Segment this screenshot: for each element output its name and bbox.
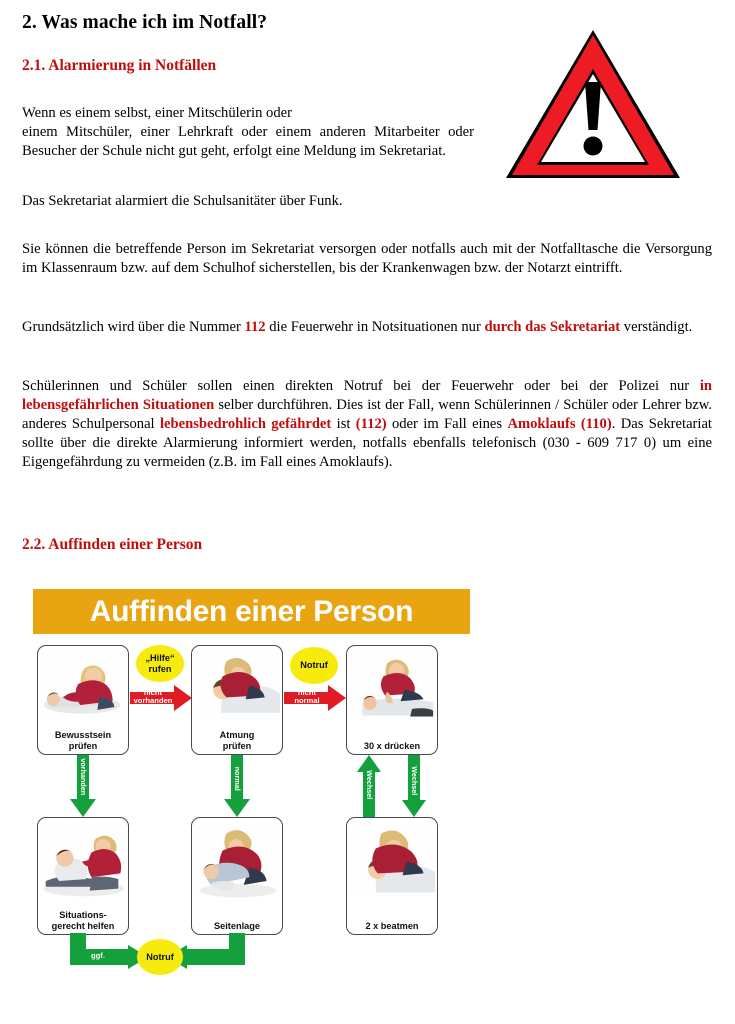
paragraph-2 [22,192,712,211]
photo-check-breathing [194,648,280,721]
panel-situationsgerecht-helfen [37,817,129,935]
emergency-number-112: 112 [244,319,266,335]
arrow-wechsel-down [402,755,426,817]
p5-seg-a: Schülerinnen und Schüler sollen einen direkten Notruf bei der Feuerwehr oder bei der Polizei nur [22,378,700,394]
callout-hilfe-rufen [136,645,184,682]
panel-2x-beatmen [346,817,438,935]
arrow-label: normal [232,766,242,791]
warning-triangle-icon [503,24,683,186]
callout-notruf-top [290,647,338,684]
panel-30x-druecken [346,645,438,755]
arrow-wechsel-up [357,755,381,817]
photo-chest-compressions [349,648,435,721]
photo-situational-help [40,820,126,900]
callout-notruf-bottom [137,939,183,975]
callout-text: Notruf [146,951,174,962]
section-heading-2-1: 2.1. Alarmierung in Notfällen [22,57,217,74]
arrow-label: nicht vorhanden [133,688,173,705]
arrow-vorhanden [70,755,96,817]
arrow-label: vorhanden [78,758,88,796]
emphasis-amoklauf-110: Amoklaufs (110) [507,415,612,432]
paragraph-5 [22,377,712,472]
arrow-label: Wechsel [364,770,374,800]
emphasis-lebensgefaehrlich: in lebensgefährlichen Situationen [22,378,712,413]
callout-text: Notruf [300,660,328,671]
photo-recovery-position [194,820,280,900]
paragraph-1-rest: einem Mitschüler, einer Lehrkraft oder einem anderen Mitarbeiter oder Besucher der Schule nicht gut geht, erfolgt eine Meldung im Sekretariat. [22,123,474,159]
photo-rescue-breaths [349,820,435,900]
arrow-nicht-normal [284,685,346,711]
photo-check-consciousness [40,648,126,721]
paragraph-1 [22,104,474,161]
paragraph-3 [22,240,712,278]
page-title: 2. Was mache ich im Notfall? [22,12,268,33]
panel-caption: Situations- gerecht helfen [51,910,115,931]
panel-caption: 30 x drücken [363,740,421,751]
emergency-number-112-paren: (112) [355,415,387,432]
paragraph-4 [22,318,712,337]
arrow-normal [224,755,250,817]
p5-seg-g: oder im Fall eines [386,415,508,432]
panel-caption: Seitenlage [214,920,260,931]
flowchart-body [33,641,470,989]
arrow-label: ggf. [91,951,105,960]
panel-bewusstsein-pruefen [37,645,129,755]
paragraph-3-text: Sie können die betreffende Person im Sekretariat versorgen oder notfalls auch mit der Notfalltasche die Versorgung im Klassenraum bzw. auf dem Schulhof sicherstellen, bis der Krankenwagen bzw. der Notarzt eintrifft. [22,241,712,276]
p5-seg-i: . Das Sekretariat sollte über die direkte Alarmierung informiert werden, notfalls ebenfalls telefonisch (030 - 609 717 0) um eine Eigengefährdung zu vermeiden (z.B. im Fall eines Amoklaufs). [22,415,712,470]
panel-caption: Atmung prüfen [219,730,255,751]
p4-seg-c: die Feuerwehr in Notsituationen nur [265,319,485,335]
paragraph-2-text: Das Sekretariat alarmiert die Schulsanitäter über Funk. [22,193,343,209]
p4-seg-e: verständigt. [620,319,693,335]
p4-seg-a: Grundsätzlich wird über die Nummer [22,319,245,335]
panel-caption: Bewusstsein prüfen [54,730,112,751]
callout-text: „Hilfe“ rufen [145,653,175,674]
flowchart-banner-title: Auffinden einer Person [89,594,414,628]
panel-caption: 2 x beatmen [365,920,419,931]
paragraph-4-text [22,318,712,337]
arrow-nicht-vorhanden [130,685,192,711]
arrow-label: Wechsel [409,766,419,796]
arrow-label: nicht normal [294,688,320,705]
first-aid-flowchart [33,589,470,989]
panel-atmung-pruefen [191,645,283,755]
section-heading-2-2: 2.2. Auffinden einer Person [22,536,203,553]
paragraph-5-text [22,377,712,472]
panel-seitenlage [191,817,283,935]
p5-seg-c: selber durchführen. Dies ist der Fall, wenn Schülerinnen / Schüler oder Lehrer bzw. anderes Schulpersonal [22,396,712,432]
emphasis-sekretariat: durch das Sekretariat [484,319,621,335]
paragraph-1-line-1: Wenn es einem selbst, einer Mitschülerin oder [22,105,292,121]
flowchart-banner [33,589,470,634]
p5-seg-e: ist [331,415,356,432]
emphasis-lebensbedrohlich: lebensbedrohlich gefährdet [159,415,332,432]
